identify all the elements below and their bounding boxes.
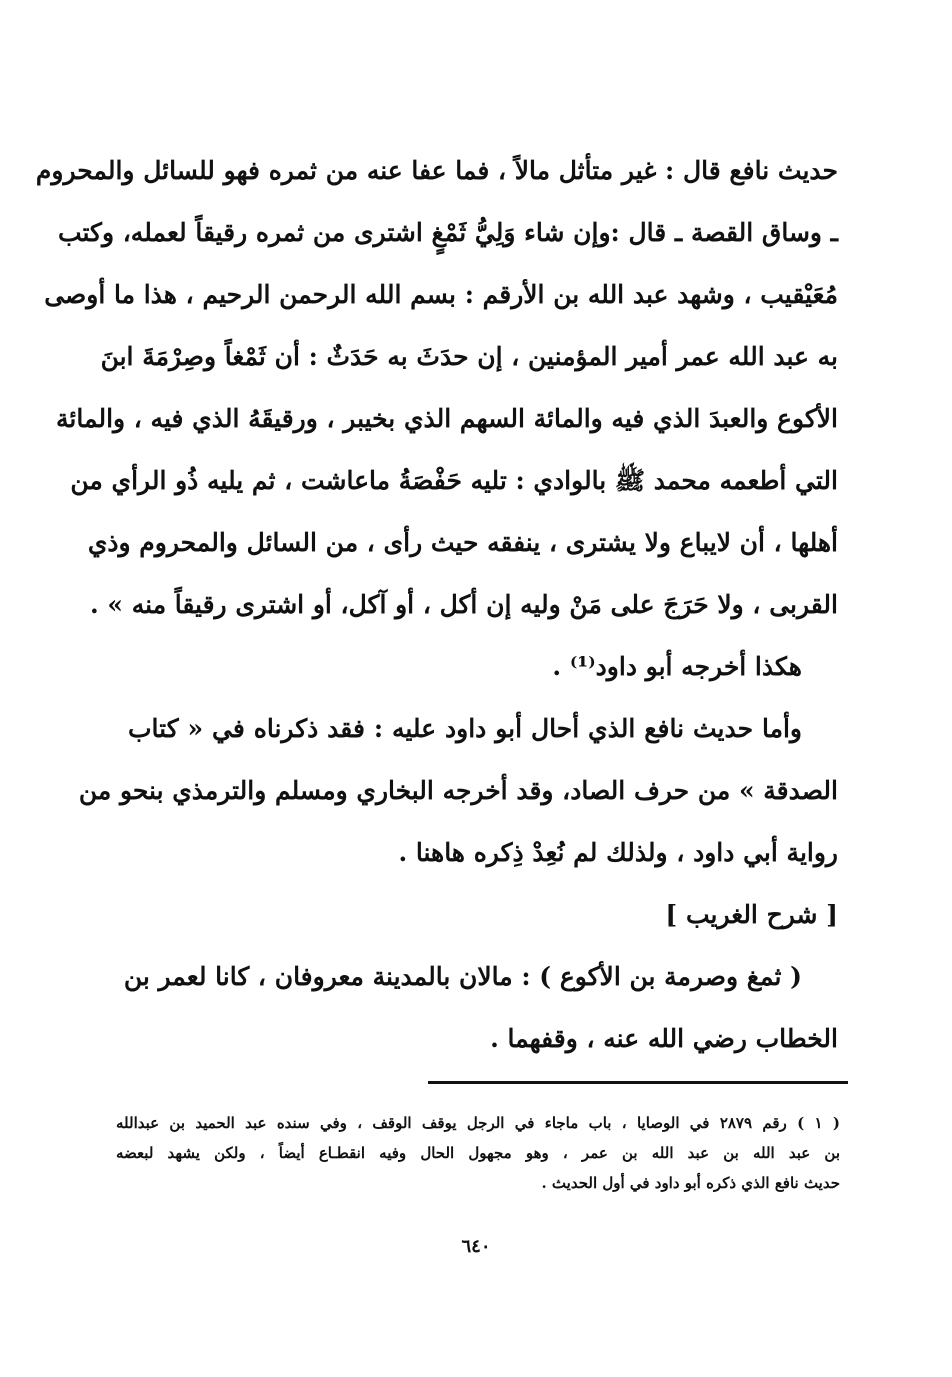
footnote-divider bbox=[428, 1081, 848, 1084]
text-line: أهلها ، أن لايباع ولا يشترى ، ينفقه حيث رأى ، من السائل والمحروم وذي bbox=[87, 528, 838, 557]
page-number: ٦٤٠ bbox=[461, 1236, 491, 1257]
footnote-line: بن عبد الله بن عبد الله بن عمر ، وهو مجهول الحال وفيه انقطـاع أيضاً ، ولكن يشهد لبعضه bbox=[116, 1144, 840, 1162]
text-line: وأما حديث نافع الذي أحال أبو داود عليه : فقد ذكرناه في « كتاب bbox=[128, 714, 802, 743]
footnotes bbox=[116, 1108, 840, 1198]
text-line: رواية أبي داود ، ولذلك لم نُعِدْ ذِكره هاهنا . bbox=[398, 838, 838, 867]
text-line: القربى ، ولا حَرَجَ على مَنْ وليه إن أكل ، أو آكل، أو اشترى رقيقاً منه » . bbox=[90, 590, 838, 619]
text-line: الصدقة » من حرف الصاد، وقد أخرجه البخاري ومسلم والترمذي بنحو من bbox=[78, 776, 838, 805]
text-line: حديث نافع قال : غير متأثل مالاً ، فما عفا عنه من ثمره فهو للسائل والمحروم bbox=[35, 156, 838, 185]
text-line: ـ وساق القصة ـ قال :وإن شاء وَلِيُّ ثَمْغٍ اشترى من ثمره رقيقاً لعمله، وكتب bbox=[57, 218, 838, 247]
section-heading: [ شرح الغريب ] bbox=[665, 900, 838, 929]
main-text bbox=[35, 140, 838, 1070]
text-line: ( ثمغ وصرمة بن الأكوع ) : مالان بالمدينة معروفان ، كانا لعمر بن bbox=[123, 962, 802, 991]
footnote-line: ( ١ ) رقم ٢٨٧٩ في الوصايا ، باب ماجاء في الرجل يوقف الوقف ، وفي سنده عبد الحميد بن عبدالله bbox=[116, 1114, 840, 1132]
text-line: هكذا أخرجه أبو داود⁽¹⁾ . bbox=[552, 652, 802, 681]
text-line: الأكوع والعبدَ الذي فيه والمائة السهم الذي بخيبر ، ورقيقَهُ الذي فيه ، والمائة bbox=[56, 404, 838, 433]
footnote-line: حديث نافع الذي ذكره أبو داود في أول الحديث . bbox=[541, 1174, 840, 1192]
text-line: التي أطعمه محمد ﷺ بالوادي : تليه حَفْصَةُ ماعاشت ، ثم يليه ذُو الرأي من bbox=[70, 466, 838, 495]
text-line: مُعَيْقيب ، وشهد عبد الله بن الأرقم : بسم الله الرحمن الرحيم ، هذا ما أوصى bbox=[44, 280, 838, 309]
text-line: به عبد الله عمر أمير المؤمنين ، إن حدَثَ به حَدَثٌ : أن ثَمْغاً وصِرْمَةَ ابنَ bbox=[100, 342, 838, 371]
text-line: الخطاب رضي الله عنه ، وقفهما . bbox=[490, 1024, 838, 1053]
